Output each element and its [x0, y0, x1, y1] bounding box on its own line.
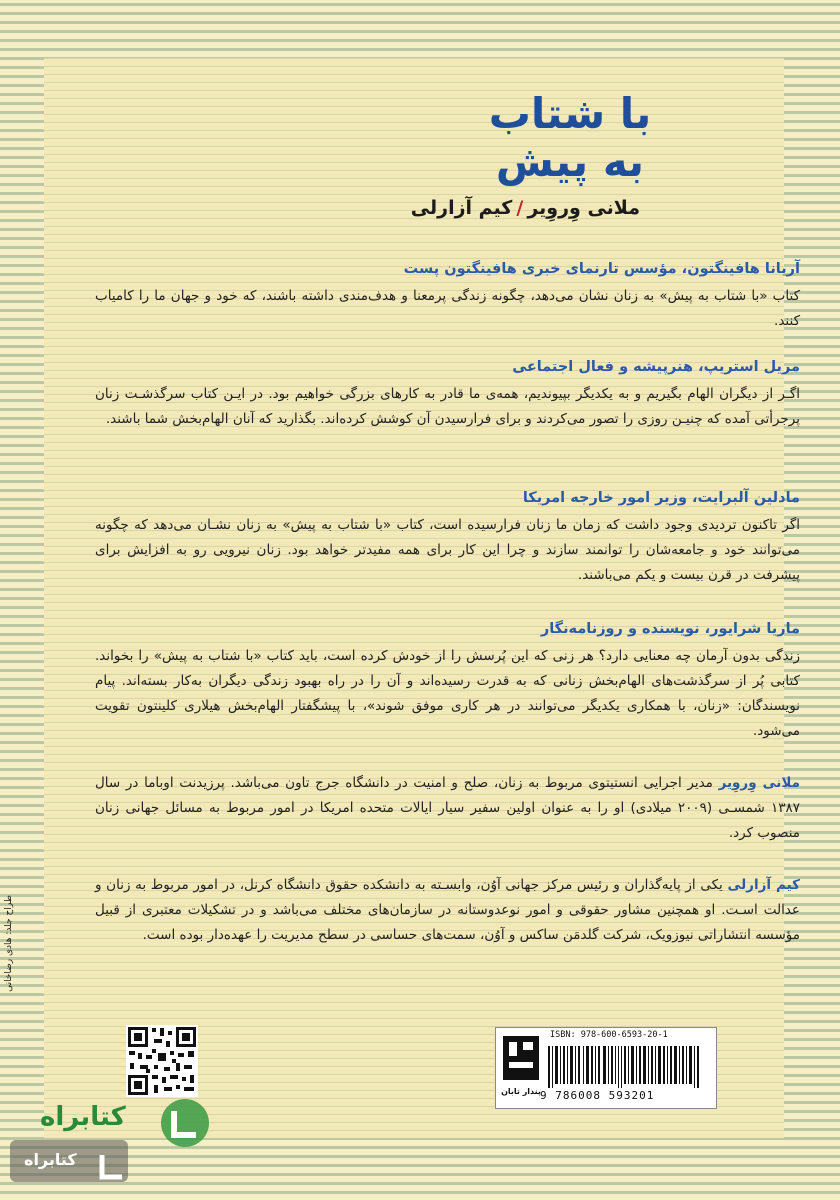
- bio-name: کیم آزارلی: [727, 877, 800, 893]
- bio-text: مدیر اجرایی انستیتوی مربوط به زنان، صلح و امنیت در دانشگاه جرج تاون می‌باشد. پرزیدنت اوباما در سال ۱۳۸۷ شمسـی (۲۰۰۹ میلادی) او را به عنوان اولین سفیر سیار ایالات متحده امریکا در امور مربوط به مسائل جهانی زنان منصوب کرد.: [95, 775, 800, 841]
- barcode-bars: [548, 1046, 708, 1088]
- author-bio-2: [95, 873, 800, 948]
- quote-block-4: [95, 618, 800, 744]
- bio-name: ملانی وِروِیر: [718, 775, 800, 791]
- quote-text: کتاب «با شتاب به پیش» به زنان نشان می‌دهد، چگونه زندگی پرمعنا و هدف‌مندی داشته باشند، که خود و جهان ما را کامیاب کنند.: [95, 288, 800, 329]
- title-line-2: به پیش: [495, 137, 645, 186]
- barcode-number: 9 786008 593201: [540, 1089, 655, 1102]
- quote-source: آریانا هافینگتون، مؤسس تارنمای خبری هافینگتون پست: [403, 261, 800, 277]
- quote-text: اگـر از دیگران الهام بگیریم و به یکدیگر بپیوندیم، همه‌ی ما قادر به کارهای بزرگی خواهیم بود. در ایـن کتاب سرگذشـت زنان پرجرأتی آمده که چنیـن روزی را تصور می‌کردند و برای فرارسیدن آن کوشش کرده‌اند. بگذارید که آنان الهام‌بخش شما باشند.: [95, 386, 800, 427]
- author-separator: /: [516, 197, 524, 219]
- back-cover-panel: [44, 58, 784, 1138]
- author-2: کیم آزارلی: [410, 197, 513, 219]
- bio-text: یکی از پایه‌گذاران و رئیس مرکز جهانی آوُن، وابسـته به دانشکده حقوق دانشگاه کرنل، در امور مربوط به زنان و عدالت اسـت. او همچنین مشاور حقوقی و امور نوعدوستانه در سازمان‌های مختلف می‌باشد و در تشکیلات معتبری از قبیل مؤسسه انتشاراتی نیوزویک، شرکت گلدمَن ساکس و آوُن، سمت‌های حساسی در سطح مدیریت را عهده‌دار بوده است.: [95, 877, 800, 943]
- quote-source: مادلین آلبرایت، وزیر امور خارجه امریکا: [522, 490, 800, 506]
- quote-text: زندگی بدون آرمان چه معنایی دارد؟ هر زنی که این پُرسش را از خودش کرده است، باید کتاب «با شتاب به پیش» را بخواند. کتابی پُر از سرگذشت‌های الهام‌بخش زنانی که به قدرت رسیده‌اند و آن را در راه بهبود زندگی دیگران به‌کار بسته‌اند. پیام نویسندگان: «زنان، با همکاری یکدیگر می‌توانند در هر کاری موفق شوند»، با پیشگفتار الهام‌بخش هیلاری کلینتون تقویت می‌شود.: [95, 648, 800, 739]
- quote-block-1: [95, 258, 800, 334]
- book-title: [420, 90, 720, 186]
- author-1: ملانی وِروِیر: [527, 197, 640, 219]
- publisher-name: پندار تابان: [501, 1087, 541, 1096]
- watermark-text-small: کتابراه: [24, 1150, 77, 1169]
- quote-text: اگر تاکنون تردیدی وجود داشت که زمان ما زنان فرارسیده است، کتاب «با شتاب به پیش» به زنان نشـان می‌دهد که چگونه می‌توانند خود و جامعه‌شان را توانمند سازند و چرا این کار برای همه مفیدتر خواهد بود. زنان نیرویی رو به افزایش برای پیشرفت در قرن بیست و یکم می‌باشند.: [95, 517, 800, 583]
- quote-block-3: [95, 487, 800, 588]
- watermark-text: کتابراه: [40, 1102, 126, 1132]
- isbn-text: ISBN: 978-600-6593-20-1: [550, 1030, 668, 1040]
- cover-designer-credit: طراح جلد: هادی رضاخانی: [4, 895, 14, 992]
- quote-block-2: [95, 356, 800, 432]
- authors-line: [411, 197, 640, 219]
- quote-source: ماریا شرایور، نویسنده و روزنامه‌نگار: [540, 621, 800, 637]
- publisher-logo: [501, 1032, 541, 1102]
- author-bio-1: [95, 771, 800, 846]
- title-line-1: با شتاب: [488, 89, 652, 138]
- qr-code: [126, 1025, 198, 1097]
- quote-source: مریل استریپ، هنرپیشه و فعال اجتماعی: [512, 359, 800, 375]
